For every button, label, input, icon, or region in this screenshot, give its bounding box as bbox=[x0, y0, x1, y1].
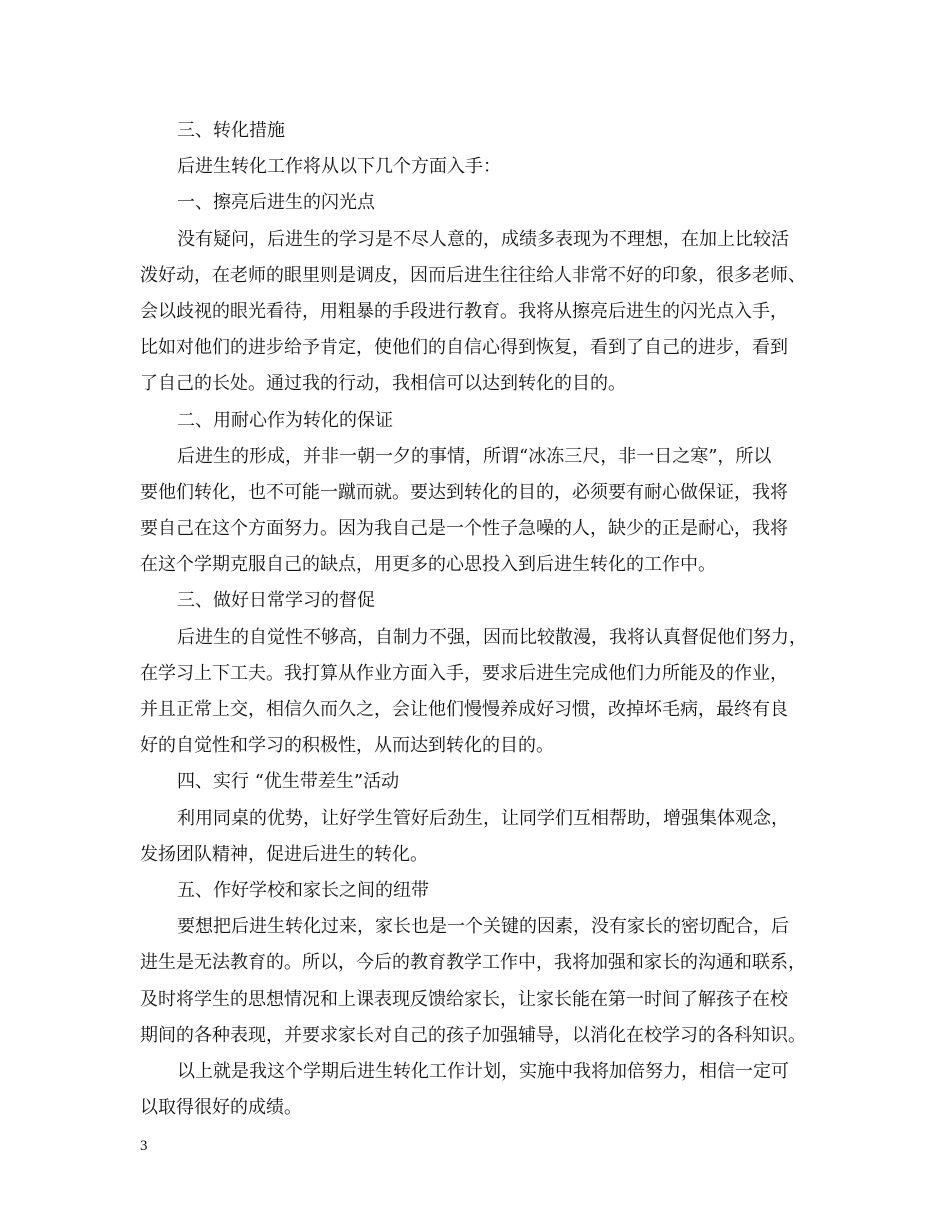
text-line: 进生是无法教育的。所以，今后的教育教学工作中，我将加强和家长的沟通和联系， bbox=[140, 952, 806, 974]
text-line: 要他们转化，也不可能一蹴而就。要达到转化的目的，必须要有耐心做保证，我将 bbox=[140, 481, 788, 503]
text-line: 要自己在这个方面努力。因为我自己是一个性子急噪的人，缺少的正是耐心，我将 bbox=[140, 518, 788, 540]
text-line: 后进生的自觉性不够高，自制力不强，因而比较散漫，我将认真督促他们努力， bbox=[177, 626, 807, 648]
text-line: 三、转化措施 bbox=[177, 120, 285, 141]
text-line: 二、用耐心作为转化的保证 bbox=[177, 409, 393, 431]
text-line: 四、实行 “优生带差生”活动 bbox=[177, 771, 400, 793]
text-line: 一、擦亮后进生的闪光点 bbox=[177, 192, 375, 214]
text-line: 并且正常上交，相信久而久之，会让他们慢慢养成好习惯，改掉坏毛病，最终有良 bbox=[140, 699, 788, 720]
text-line: 在这个学期克服自己的缺点，用更多的心思投入到后进生转化的工作中。 bbox=[140, 554, 716, 576]
text-line: 没有疑问，后进生的学习是不尽人意的，成绩多表现为不理想，在加上比较活 bbox=[177, 228, 789, 250]
text-line: 要想把后进生转化过来，家长也是一个关键的因素，没有家长的密切配合，后 bbox=[177, 916, 789, 938]
text-line: 期间的各种表现，并要求家长对自己的孩子加强辅导，以消化在校学习的各科知识。 bbox=[140, 1024, 806, 1046]
text-line: 了自己的长处。通过我的行动，我相信可以达到转化的目的。 bbox=[140, 373, 626, 395]
text-line: 后进生的形成，并非一朝一夕的事情，所谓“冰冻三尺，非一日之寒”，所以 bbox=[177, 445, 772, 467]
text-line: 及时将学生的思想情况和上课表现反馈给家长，让家长能在第一时间了解孩子在校 bbox=[140, 988, 788, 1010]
text-line: 泼好动，在老师的眼里则是调皮，因而后进生往往给人非常不好的印象，很多老师、 bbox=[140, 264, 806, 286]
text-line: 后进生转化工作将从以下几个方面入手： bbox=[177, 156, 501, 178]
text-line: 以取得很好的成绩。 bbox=[140, 1097, 302, 1119]
text-line: 在学习上下工夫。我打算从作业方面入手，要求后进生完成他们力所能及的作业， bbox=[140, 662, 788, 684]
text-line: 三、做好日常学习的督促 bbox=[177, 590, 375, 612]
text-line: 会以歧视的眼光看待，用粗暴的手段进行教育。我将从擦亮后进生的闪光点入手， bbox=[140, 300, 788, 322]
text-line: 五、作好学校和家长之间的纽带 bbox=[177, 879, 429, 901]
text-line: 比如对他们的进步给予肯定，使他们的自信心得到恢复，看到了自己的进步，看到 bbox=[140, 337, 788, 359]
document-body bbox=[140, 113, 830, 1126]
text-line: 利用同桌的优势，让好学生管好后劲生，让同学们互相帮助，增强集体观念， bbox=[177, 807, 789, 829]
text-line: 发扬团队精神，促进后进生的转化。 bbox=[140, 843, 428, 865]
text-line: 以上就是我这个学期后进生转化工作计划，实施中我将加倍努力，相信一定可 bbox=[177, 1060, 789, 1082]
page-number: 3 bbox=[140, 1138, 148, 1154]
text-line: 好的自觉性和学习的积极性，从而达到转化的目的。 bbox=[140, 735, 554, 757]
